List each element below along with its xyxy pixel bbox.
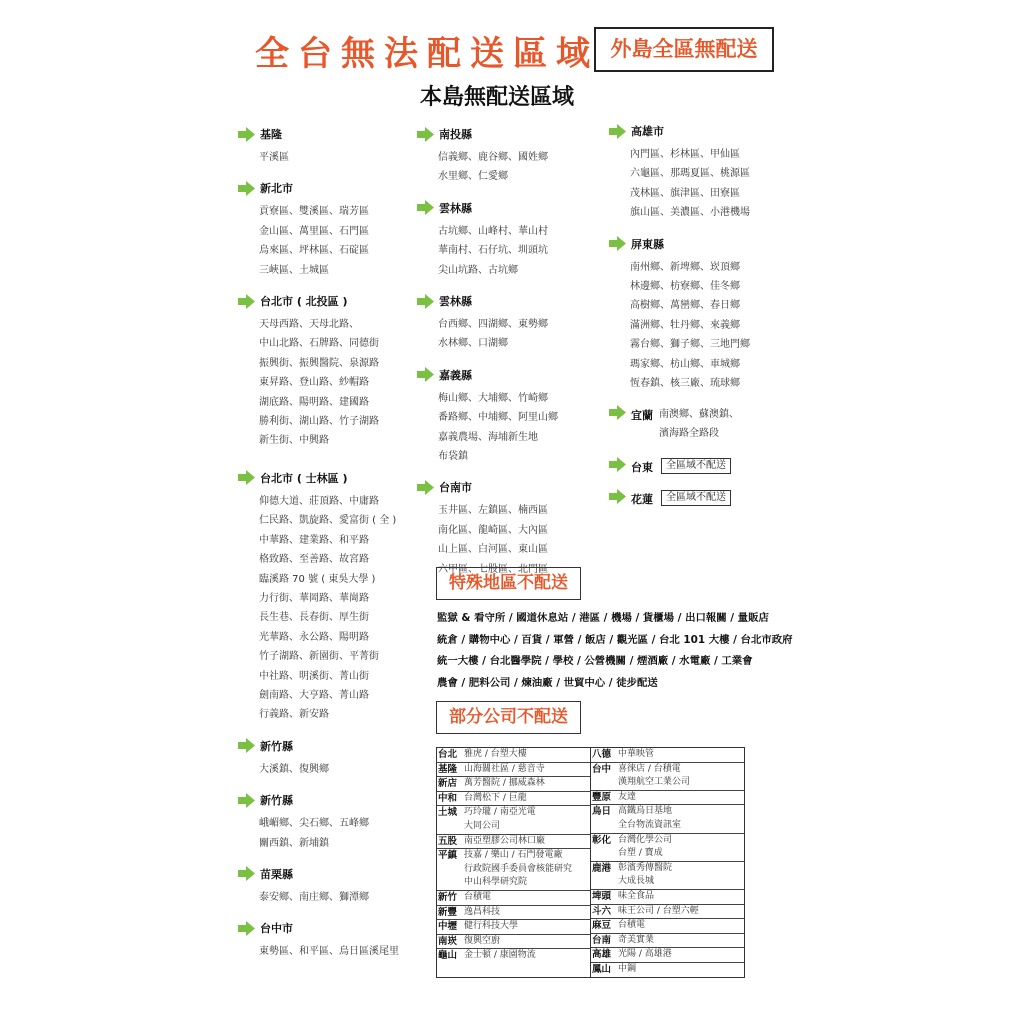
- company-list: [618, 805, 743, 832]
- company-area: 鳳山: [592, 963, 612, 975]
- region-line: 六甲區、七股區、北門區: [438, 563, 548, 575]
- company-name: 大同公司: [464, 820, 501, 831]
- region-name: 台中市: [260, 922, 293, 936]
- arrow-right-icon: [238, 181, 255, 196]
- company-area: 斗六: [592, 905, 612, 917]
- company-list: [464, 792, 589, 806]
- company-list: [618, 905, 743, 919]
- company-name: 大成長城: [618, 876, 655, 887]
- region-header: [238, 125, 423, 143]
- company-name: 台灣化學公司: [618, 834, 673, 845]
- company-name: 雅虎 / 台塑大樓: [464, 749, 527, 759]
- region-line: 古坑鄉、山峰村、華山村: [438, 225, 548, 237]
- company-entry: [591, 763, 744, 791]
- region-line: 玉井區、左鎮區、楠西區: [438, 505, 548, 517]
- company-area: 土城: [438, 807, 458, 819]
- company-name: 逸昌科技: [464, 906, 501, 917]
- region-line: 格致路、至善路、故宮路: [259, 554, 369, 566]
- company-name: 台灣松下 / 巨龍: [464, 792, 527, 803]
- arrow-right-icon: [609, 236, 626, 251]
- region-header: [417, 366, 607, 384]
- region-line: 台西鄉、四湖鄉、東勢鄉: [438, 319, 548, 331]
- region-line: 金山區、萬里區、石門區: [259, 225, 369, 237]
- region-header: [238, 292, 423, 310]
- region-lines: [417, 315, 607, 354]
- company-area: 基隆: [438, 763, 458, 775]
- company-area: 新豐: [438, 906, 458, 918]
- company-area: 烏日: [592, 806, 612, 818]
- region-lines: [238, 492, 423, 725]
- region-line: 竹子湖路、新園街、平菁街: [259, 651, 379, 663]
- region-name: 南投縣: [439, 128, 472, 141]
- region-block: [609, 235, 799, 394]
- special-line: 統一大樓 / 台北醫學院 / 學校 / 公營機關 / 煙酒廠 / 水電廠 / 工業會: [437, 655, 753, 667]
- region-lines: [238, 760, 423, 779]
- region-line: 南澳鄉、蘇澳鎮、: [659, 409, 739, 421]
- company-entry: [437, 935, 590, 950]
- region-line: 勝利街、湖山路、竹子湖路: [259, 416, 379, 428]
- company-name: 中華映管: [618, 749, 655, 759]
- region-line: 中山北路、石牌路、同德街: [259, 338, 379, 350]
- region-lines: [659, 405, 739, 443]
- region-line: 南州鄉、新埤鄉、崁頂鄉: [630, 261, 740, 273]
- region-header: [238, 737, 423, 755]
- region-line: 茂林區、旗津區、田寮區: [630, 187, 740, 199]
- region-lines: [417, 148, 607, 187]
- region-line: 滿洲鄉、牡丹鄉、來義鄉: [630, 319, 740, 331]
- company-section-title: 部分公司不配送: [436, 701, 581, 734]
- region-header: [238, 179, 423, 197]
- company-list: [464, 920, 589, 934]
- region-line: 峨嵋鄉、尖石鄉、五峰鄉: [259, 818, 369, 830]
- region-line: 泰安鄉、南庄鄉、獅潭鄉: [259, 891, 369, 903]
- arrow-right-icon: [238, 866, 255, 881]
- region-name: 雲林縣: [439, 201, 472, 215]
- region-lines: [238, 148, 423, 167]
- company-list: [464, 777, 589, 791]
- region-name: 基隆: [260, 128, 282, 141]
- region-line: 水里鄉、仁愛鄉: [438, 171, 508, 183]
- region-name: 新北市: [260, 182, 293, 196]
- company-list: [464, 835, 589, 849]
- company-entry: [437, 777, 590, 792]
- region-header: [238, 919, 423, 937]
- region-line: 平溪區: [259, 152, 289, 163]
- company-list: [464, 949, 589, 963]
- region-line: 高樹鄉、萬巒鄉、春日鄉: [630, 300, 740, 312]
- company-list: [464, 748, 589, 762]
- company-entry: [591, 805, 744, 833]
- region-block: [417, 125, 607, 187]
- company-area: 麻豆: [592, 920, 612, 932]
- company-name: 巧玲瓏 / 南亞光電: [464, 807, 536, 818]
- region-line: 旗山區、美濃區、小港機場: [630, 207, 750, 219]
- company-area: 埤頭: [592, 890, 612, 902]
- region-line: 布袋鎮: [438, 451, 468, 463]
- region-line: 南化區、龍崎區、大內區: [438, 524, 548, 536]
- region-header: [609, 122, 799, 140]
- company-name: 行政院國手委員會核能研究: [464, 863, 573, 874]
- company-name: 台積電: [464, 891, 492, 902]
- region-header: [417, 292, 607, 310]
- region-name: 宜蘭: [631, 409, 653, 423]
- company-list: [618, 890, 743, 904]
- region-line: 六龜區、那瑪夏區、桃源區: [630, 168, 750, 180]
- company-name: 台積電: [618, 920, 646, 931]
- region-line: 番路鄉、中埔鄉、阿里山鄉: [438, 412, 558, 424]
- arrow-right-icon: [238, 127, 255, 142]
- company-area: 中和: [438, 792, 458, 804]
- company-entry: [591, 834, 744, 862]
- company-area: 台南: [592, 934, 612, 946]
- region-line: 大溪鎮、復興鄉: [259, 763, 329, 775]
- company-entry: [591, 963, 744, 977]
- region-name: 苗栗縣: [260, 867, 293, 881]
- region-block: [417, 199, 607, 280]
- company-area: 新竹: [438, 891, 458, 903]
- region-lines: [609, 145, 799, 223]
- company-name: 高鐵烏日基地: [618, 806, 673, 817]
- company-name: 山海關社區 / 慈音寺: [464, 763, 545, 774]
- region-line: 關西鎮、新埔鎮: [259, 837, 329, 849]
- region-block: [417, 366, 607, 467]
- region-line: 霧台鄉、獅子鄉、三地門鄉: [630, 339, 750, 351]
- arrow-right-icon: [238, 793, 255, 808]
- company-list: [618, 763, 743, 790]
- company-area: 新店: [438, 778, 458, 790]
- region-lines: [417, 389, 607, 467]
- special-line: 農會 / 肥料公司 / 煉油廠 / 世貿中心 / 徒步配送: [437, 676, 658, 689]
- company-area: 台北: [438, 749, 458, 760]
- company-list: [618, 948, 743, 962]
- arrow-right-icon: [238, 294, 255, 309]
- company-name: 金士頓 / 康園物流: [464, 950, 536, 961]
- region-line: 仁民路、凱旋路、愛富街 ( 全 ): [259, 515, 397, 527]
- region-lines: [238, 202, 423, 280]
- arrow-right-icon: [609, 489, 626, 504]
- region-line: 臨溪路 70 號 ( 東吳大學 ): [259, 573, 376, 585]
- region-block: [238, 179, 423, 280]
- region-line: 仰德大道、莊頂路、中庸路: [259, 495, 379, 507]
- east-region-yilan: [609, 405, 799, 443]
- company-list: [618, 963, 743, 977]
- company-area: 高雄: [592, 949, 612, 961]
- company-area: 台中: [592, 763, 612, 775]
- company-column-left: [437, 748, 591, 978]
- company-list: [618, 934, 743, 948]
- company-name: 技嘉 / 樂山 / 石門發電廠: [464, 850, 563, 861]
- region-column-1: [238, 125, 423, 974]
- region-block: [238, 469, 423, 725]
- company-name: 喜徠店 / 台積電: [618, 763, 681, 774]
- region-block: [238, 737, 423, 779]
- company-area: 五股: [438, 835, 458, 847]
- region-name: 台北市 ( 士林區 ): [260, 471, 348, 485]
- arrow-right-icon: [238, 738, 255, 753]
- region-line: 華南村、石仔坑、圳頭坑: [438, 245, 548, 257]
- arrow-right-icon: [609, 405, 626, 420]
- company-name: 彰濱秀傳醫院: [618, 862, 673, 873]
- page-title: 全台無法配送區域: [255, 34, 599, 74]
- region-note-badge: 全區域不配送: [661, 458, 731, 474]
- company-name: 復興空廚: [464, 935, 501, 946]
- company-name: 萬芳醫院 / 挪威森林: [464, 778, 545, 789]
- region-lines: [417, 222, 607, 280]
- company-entry: [437, 920, 590, 935]
- region-block: [417, 478, 607, 579]
- region-column-3: [609, 122, 799, 521]
- region-line: 力行街、華岡路、華崗路: [259, 592, 369, 604]
- company-name: 南亞塑膠公司林口廠: [464, 835, 546, 846]
- region-line: 山上區、白河區、東山區: [438, 544, 548, 556]
- region-name: 台北市 ( 北投區 ): [260, 295, 348, 309]
- arrow-right-icon: [417, 127, 434, 142]
- special-lines: [437, 608, 817, 694]
- region-name: 花蓮: [631, 493, 653, 507]
- region-name: 高雄市: [631, 125, 664, 138]
- region-lines: [609, 258, 799, 394]
- arrow-right-icon: [238, 921, 255, 936]
- company-name: 光陽 / 高雄港: [618, 949, 672, 960]
- region-line: 行義路、新安路: [259, 709, 329, 721]
- company-name: 台塑 / 寶成: [618, 848, 663, 859]
- company-name: 友達: [618, 791, 637, 802]
- arrow-right-icon: [609, 457, 626, 472]
- special-section-title: 特殊地區不配送: [436, 567, 581, 600]
- company-entry: [437, 792, 590, 807]
- company-entry: [591, 748, 744, 763]
- company-area: 豐原: [592, 791, 612, 803]
- company-list: [618, 834, 743, 861]
- region-line: 湖底路、陽明路、建國路: [259, 396, 369, 408]
- company-column-right: [591, 748, 745, 978]
- company-list: [618, 919, 743, 933]
- company-name: 奇美實業: [618, 934, 655, 945]
- region-line: 林邊鄉、枋寮鄉、佳冬鄉: [630, 281, 740, 293]
- region-lines: [238, 315, 423, 451]
- region-block: [417, 292, 607, 354]
- region-block: [238, 791, 423, 853]
- company-entry: [437, 906, 590, 921]
- region-line: 濱海路全路段: [659, 428, 719, 440]
- region-lines: [238, 942, 423, 961]
- company-area: 龜山: [438, 950, 458, 962]
- company-entry: [591, 791, 744, 806]
- company-entry: [437, 849, 590, 891]
- region-name: 雲林縣: [439, 295, 472, 309]
- region-line: 中華路、建業路、和平路: [259, 534, 369, 546]
- region-name: 屏東縣: [631, 237, 664, 251]
- company-area: 中壢: [438, 921, 458, 933]
- region-line: 東昇路、登山路、紗帽路: [259, 377, 369, 389]
- region-line: 信義鄉、鹿谷鄉、國姓鄉: [438, 152, 548, 163]
- region-line: 東勢區、和平區、烏日區溪尾里: [259, 946, 399, 958]
- region-line: 內門區、杉林區、甲仙區: [630, 149, 740, 160]
- company-list: [464, 806, 589, 833]
- region-line: 中社路、明溪街、菁山街: [259, 670, 369, 682]
- company-name: 全台物流資訊室: [618, 819, 682, 830]
- region-lines: [238, 888, 423, 907]
- company-area: 八德: [592, 749, 612, 760]
- company-list: [464, 891, 589, 905]
- region-line: 天母西路、天母北路、: [259, 319, 359, 331]
- company-list: [618, 748, 743, 762]
- region-line: 三峽區、土城區: [259, 264, 329, 276]
- region-line: 振興街、振興醫院、泉源路: [259, 357, 379, 369]
- company-name: 中山科學研究院: [464, 877, 528, 888]
- region-header: [417, 125, 607, 143]
- company-name: 中鋼: [618, 963, 637, 974]
- region-block: [609, 122, 799, 223]
- arrow-right-icon: [238, 470, 255, 485]
- region-line: 尖山坑路、古坑鄉: [438, 264, 518, 276]
- company-entry: [437, 748, 590, 763]
- region-name: 台東: [631, 461, 653, 475]
- company-entry: [591, 934, 744, 949]
- company-entry: [437, 949, 590, 963]
- region-block: [238, 292, 423, 451]
- company-entry: [437, 891, 590, 906]
- region-line: 嘉義農場、海埔新生地: [438, 431, 538, 443]
- region-column-2: [417, 125, 607, 591]
- special-line: 監獄 & 看守所 / 國道休息站 / 港區 / 機場 / 貨櫃場 / 出口報關 / 量販店: [437, 612, 769, 624]
- arrow-right-icon: [417, 480, 434, 495]
- region-name: 嘉義縣: [439, 368, 472, 382]
- page-subtitle: 本島無配送區域: [420, 85, 575, 110]
- island-note-box: 外島全區無配送: [594, 27, 774, 72]
- company-entry: [591, 919, 744, 934]
- region-header: [238, 791, 423, 809]
- region-header: [609, 235, 799, 253]
- special-line: 統倉 / 購物中心 / 百貨 / 軍營 / 飯店 / 觀光區 / 台北 101 大樓 / 台北市政府: [437, 633, 793, 646]
- company-list: [618, 862, 743, 889]
- company-table: [436, 747, 745, 978]
- company-area: 南崁: [438, 935, 458, 947]
- region-line: 光華路、永公路、陽明路: [259, 631, 369, 643]
- company-list: [464, 849, 589, 890]
- region-line: 水林鄉、口湖鄉: [438, 338, 508, 350]
- arrow-right-icon: [417, 294, 434, 309]
- company-list: [464, 763, 589, 777]
- company-area: 鹿港: [592, 862, 612, 874]
- east-region-hualien: [609, 489, 799, 507]
- region-note-badge: 全區域不配送: [661, 490, 731, 506]
- region-line: 恆春鎮、核三廠、琉球鄉: [630, 378, 740, 390]
- company-entry: [437, 806, 590, 834]
- region-line: 烏來區、坪林區、石碇區: [259, 245, 369, 257]
- arrow-right-icon: [417, 200, 434, 215]
- company-list: [464, 935, 589, 949]
- region-lines: [238, 814, 423, 853]
- region-header: [417, 199, 607, 217]
- company-area: 平鎮: [438, 850, 458, 862]
- arrow-right-icon: [609, 124, 626, 139]
- company-name: 味王公司 / 台塑六輕: [618, 905, 699, 916]
- region-header: [238, 469, 423, 487]
- region-line: 瑪家鄉、枋山鄉、車城鄉: [630, 358, 740, 370]
- company-entry: [591, 905, 744, 920]
- region-line: 梅山鄉、大埔鄉、竹崎鄉: [438, 392, 548, 404]
- region-header: [238, 865, 423, 883]
- region-name: 新竹縣: [260, 794, 293, 808]
- region-name: 新竹縣: [260, 739, 293, 753]
- region-line: 劍南路、大亨路、菁山路: [259, 689, 369, 701]
- east-region-taitung: [609, 457, 799, 475]
- region-name: 台南市: [439, 481, 472, 495]
- company-entry: [591, 890, 744, 905]
- company-area: 彰化: [592, 834, 612, 846]
- company-entry: [437, 835, 590, 850]
- company-entry: [591, 862, 744, 890]
- company-name: 漢翔航空工業公司: [618, 777, 691, 788]
- region-line: 貢寮區、雙溪區、瑞芳區: [259, 206, 369, 218]
- arrow-right-icon: [417, 367, 434, 382]
- region-header: [417, 478, 607, 496]
- region-line: 新生街、中興路: [259, 435, 329, 447]
- company-name: 味全食品: [618, 890, 655, 901]
- company-list: [618, 791, 743, 805]
- region-block: [238, 919, 423, 961]
- company-entry: [437, 763, 590, 778]
- region-block: [238, 125, 423, 167]
- company-list: [464, 906, 589, 920]
- region-block: [238, 865, 423, 907]
- region-line: 長生巷、長春街、厚生街: [259, 612, 369, 624]
- company-name: 健行科技大學: [464, 921, 519, 932]
- company-entry: [591, 948, 744, 963]
